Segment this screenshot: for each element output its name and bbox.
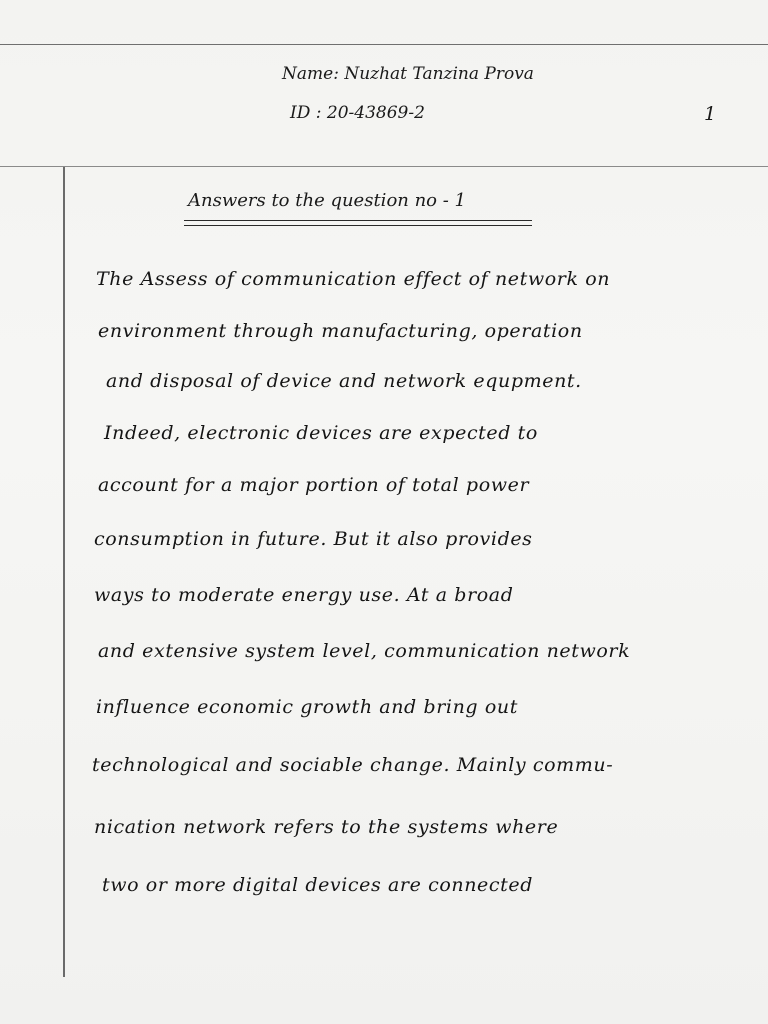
body-line: influence economic growth and bring out <box>96 696 518 718</box>
body-line: consumption in future. But it also provides <box>94 528 533 550</box>
body-line: Indeed, electronic devices are expected to <box>104 422 538 444</box>
body-line: account for a major portion of total power <box>98 474 530 496</box>
body-line: The Assess of communication effect of network on <box>96 268 611 290</box>
body-line: environment through manufacturing, operation <box>98 320 583 342</box>
page-number: 1 <box>704 103 717 125</box>
header-rule <box>0 166 768 167</box>
student-name: Name: Nuzhat Tanzina Prova <box>282 64 534 84</box>
body-line: and disposal of device and network equpment. <box>106 370 582 392</box>
heading-double-underline <box>184 225 532 226</box>
margin-line <box>63 167 65 977</box>
body-line: two or more digital devices are connected <box>102 874 533 896</box>
top-edge-rule <box>0 44 768 45</box>
body-line: and extensive system level, communication network <box>98 640 631 662</box>
answer-heading: Answers to the question no - 1 <box>188 190 466 211</box>
body-line: nication network refers to the systems where <box>94 816 559 838</box>
body-line: technological and sociable change. Mainly commu- <box>92 754 614 776</box>
heading-underline <box>184 220 532 221</box>
student-id: ID : 20-43869-2 <box>290 103 425 123</box>
body-line: ways to moderate energy use. At a broad <box>94 584 514 606</box>
